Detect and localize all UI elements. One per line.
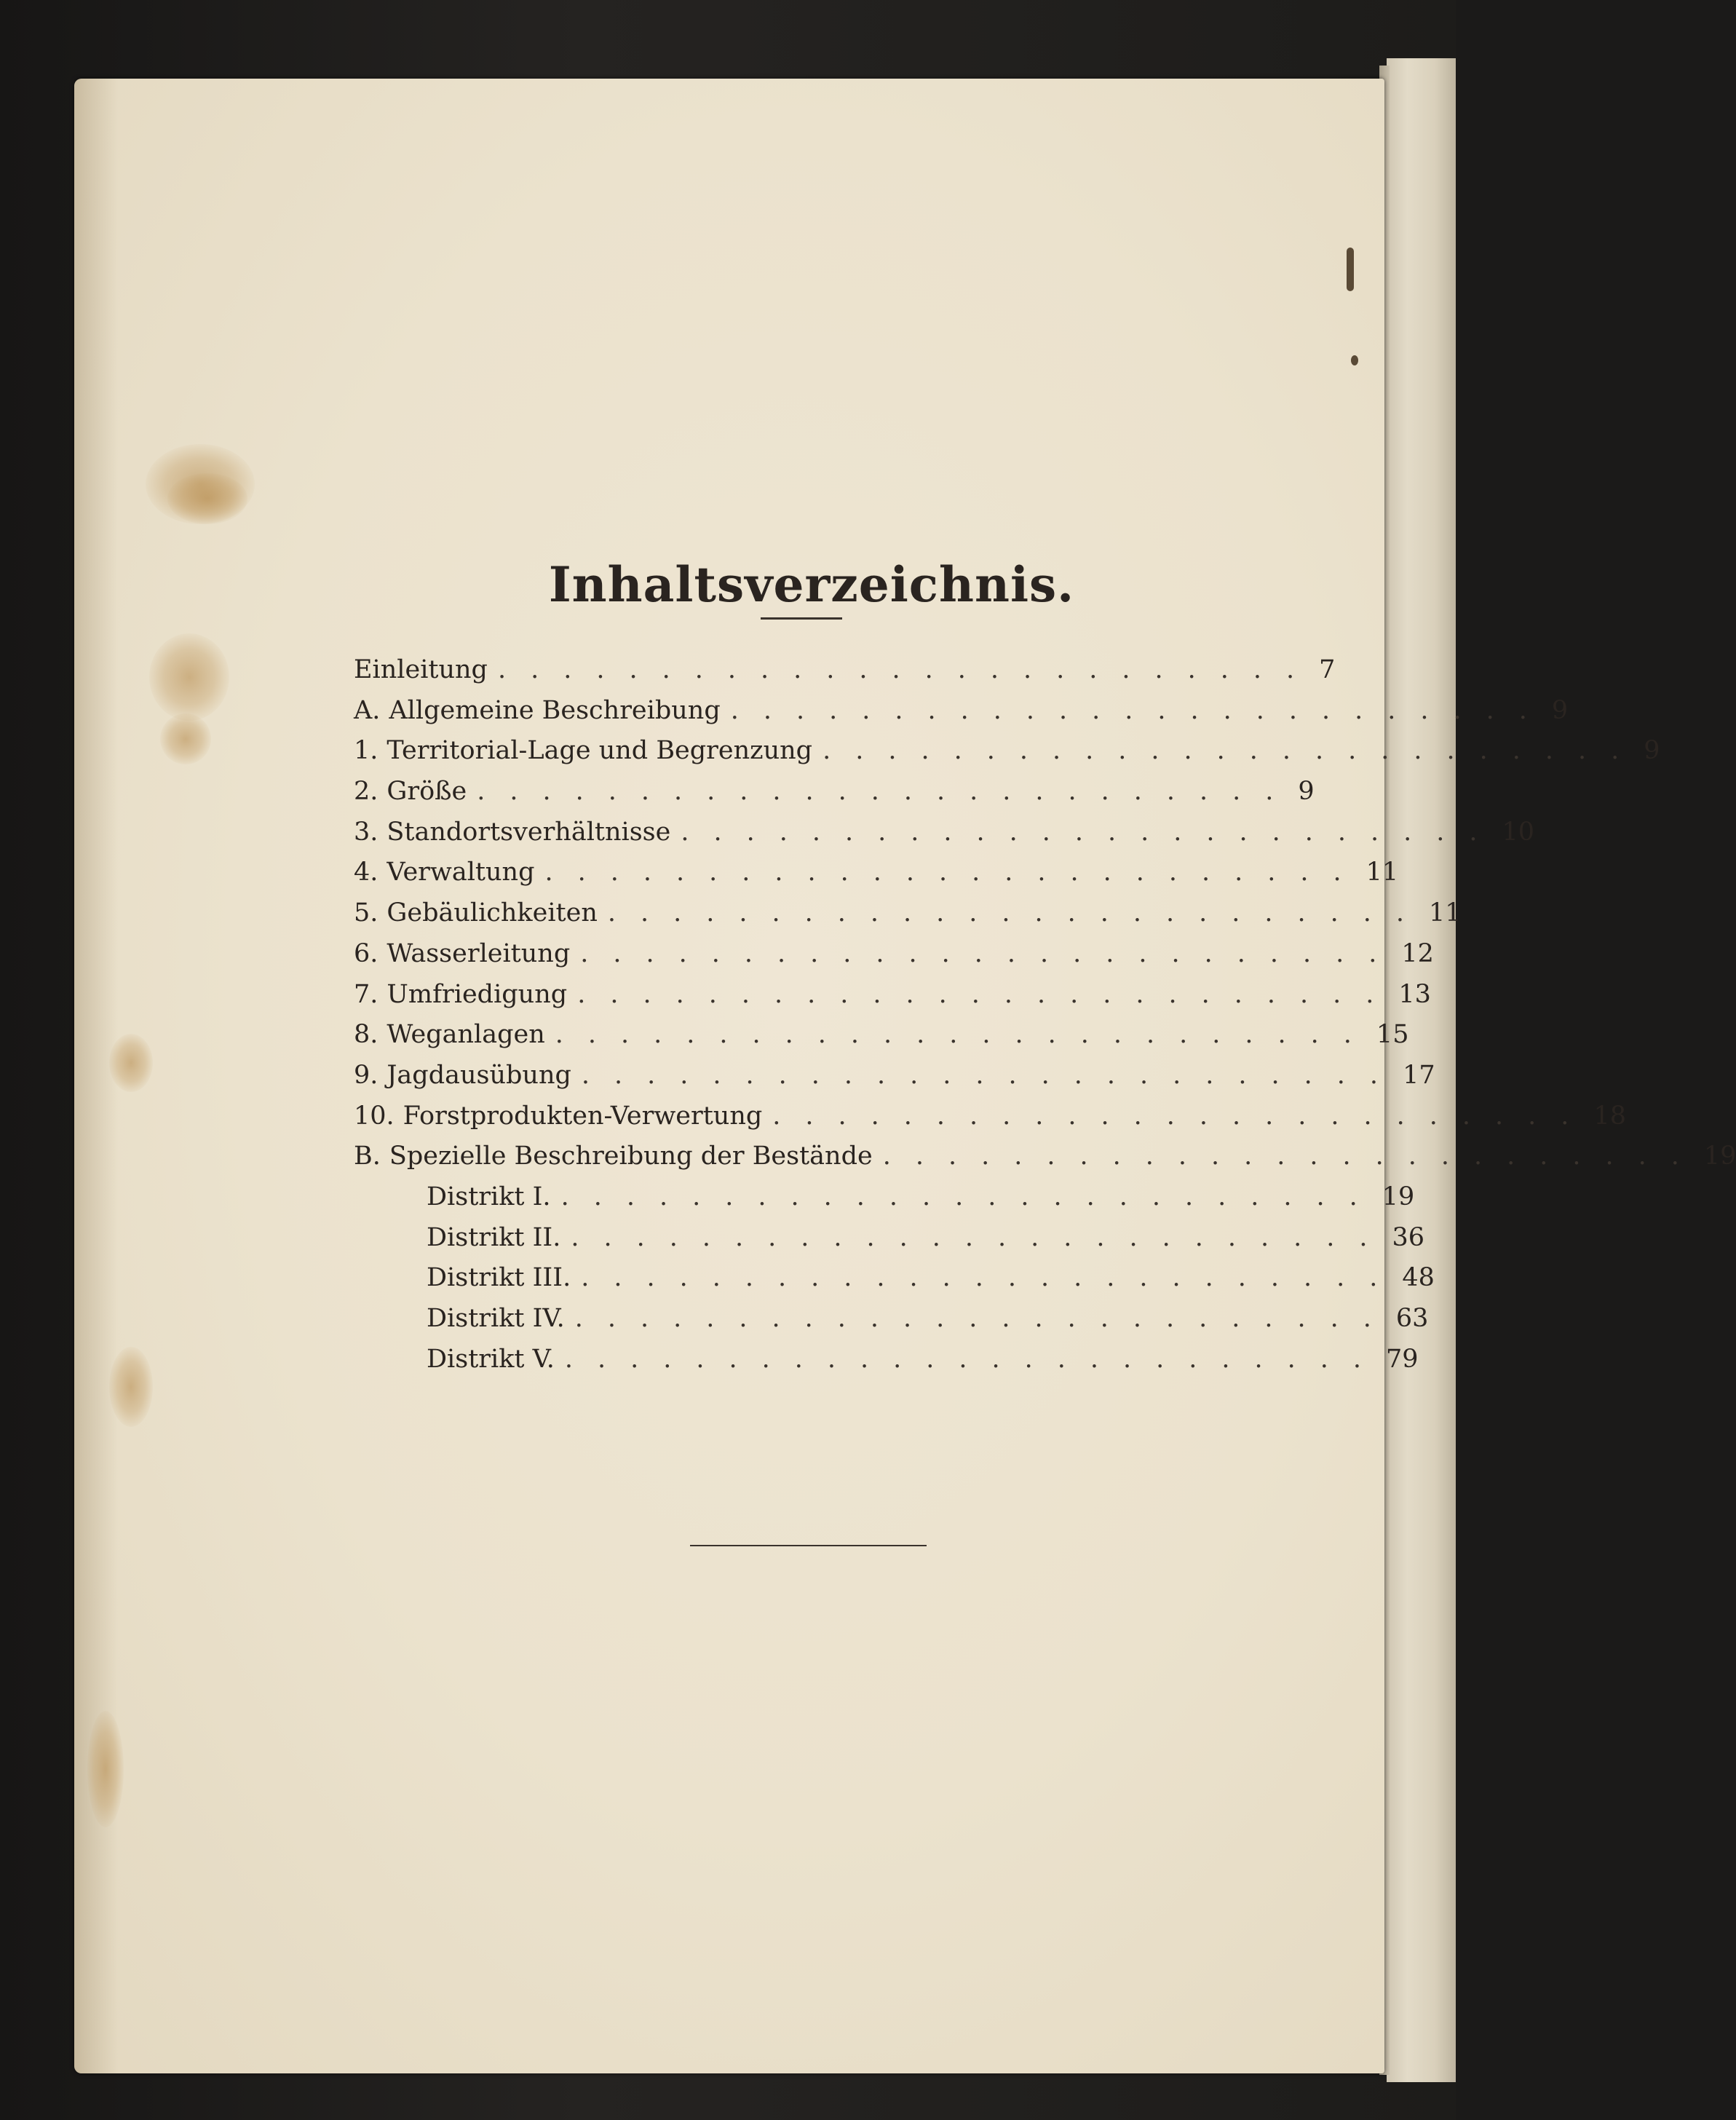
- toc-entry: [354, 979, 1431, 1021]
- toc-entry-page: 7: [1319, 655, 1336, 684]
- toc-entry: [354, 777, 1315, 818]
- stain-mark: [149, 633, 229, 721]
- toc-entry: [354, 655, 1336, 696]
- toc-entry-number: 2.: [354, 777, 378, 807]
- leader-dots: .........................: [571, 1222, 1392, 1252]
- leader-dots: .........................: [580, 938, 1402, 968]
- toc-entry-page: 12: [1401, 938, 1434, 968]
- toc-entry: [354, 1304, 1429, 1345]
- stain-mark: [109, 1034, 153, 1092]
- toc-entry-label: Distrikt III.: [427, 1263, 571, 1293]
- toc-entry-number: B.: [354, 1142, 381, 1171]
- ink-speck: [1351, 355, 1358, 365]
- stain-mark: [167, 473, 247, 524]
- leader-dots: .........................: [477, 777, 1299, 807]
- toc-entry-page: 79: [1386, 1344, 1419, 1374]
- toc-entry-label: Gebäulichkeiten: [387, 898, 598, 928]
- toc-entry-page: 63: [1395, 1304, 1429, 1333]
- toc-entry-number: 9.: [354, 1060, 378, 1090]
- leader-dots: .........................: [581, 1263, 1403, 1293]
- toc-entry-page: 13: [1398, 979, 1431, 1009]
- toc-entry-page: 17: [1403, 1060, 1435, 1090]
- toc-entry-label: Spezielle Beschreibung der Bestände: [389, 1142, 873, 1171]
- leader-dots: .........................: [607, 898, 1429, 928]
- toc-entry-page: 11: [1429, 898, 1462, 928]
- toc-entry-label: Allgemeine Beschreibung: [389, 695, 721, 725]
- toc-entry-number: 1.: [354, 736, 378, 766]
- toc-entry-page: 9: [1551, 695, 1569, 725]
- table-of-contents: [354, 655, 1736, 1385]
- leader-dots: .........................: [574, 1304, 1396, 1333]
- leader-dots: .........................: [497, 655, 1320, 684]
- toc-entry-label: Distrikt II.: [427, 1222, 561, 1252]
- leader-dots: .........................: [730, 695, 1552, 725]
- toc-entry-page: 48: [1402, 1263, 1435, 1293]
- bottom-divider: [690, 1545, 927, 1546]
- toc-entry-label: Jagdausübung: [387, 1060, 571, 1090]
- toc-entry-label: Verwaltung: [387, 858, 535, 887]
- leader-dots: .........................: [581, 1060, 1403, 1090]
- toc-entry-label: Wasserleitung: [387, 938, 571, 968]
- toc-entry: [354, 817, 1535, 858]
- toc-entry-page: 19: [1703, 1142, 1736, 1171]
- toc-entry-page: 10: [1502, 817, 1535, 847]
- toc-entry-page: 36: [1392, 1222, 1425, 1252]
- toc-entry-label: Distrikt V.: [427, 1344, 555, 1374]
- toc-entry-number: 8.: [354, 1020, 378, 1050]
- toc-entry-number: 4.: [354, 858, 378, 887]
- toc-entry: [354, 1020, 1409, 1061]
- toc-entry-label: Weganlagen: [387, 1020, 545, 1050]
- toc-entry: [354, 695, 1569, 737]
- toc-entry: [354, 1344, 1419, 1385]
- leader-dots: .........................: [882, 1142, 1704, 1171]
- toc-entry: [354, 1222, 1425, 1264]
- toc-entry-label: Umfriedigung: [387, 979, 568, 1009]
- leader-dots: .........................: [564, 1344, 1387, 1374]
- leader-dots: .........................: [577, 979, 1399, 1009]
- leader-dots: .........................: [544, 858, 1366, 887]
- toc-entry-number: 3.: [354, 817, 378, 847]
- toc-entry-number: 7.: [354, 979, 378, 1009]
- toc-entry: [354, 1060, 1435, 1101]
- toc-entry-page: 9: [1298, 777, 1315, 807]
- leader-dots: .........................: [681, 817, 1502, 847]
- toc-entry-label: Größe: [387, 777, 467, 807]
- toc-entry-page: 11: [1366, 858, 1399, 887]
- toc-entry-number: A.: [354, 695, 381, 725]
- toc-entry-page: 15: [1376, 1020, 1409, 1050]
- toc-entry-page: 18: [1593, 1101, 1626, 1131]
- toc-entry-number: 6.: [354, 938, 378, 968]
- toc-entry-number: 5.: [354, 898, 378, 928]
- ink-speck: [1347, 248, 1354, 291]
- title-underline: [761, 617, 842, 620]
- toc-entry: [354, 736, 1660, 777]
- toc-entry-page: 19: [1382, 1182, 1415, 1211]
- toc-entry: [354, 858, 1399, 898]
- toc-entry: [354, 1263, 1435, 1304]
- toc-entry-label: Forstprodukten-Verwertung: [403, 1101, 763, 1131]
- leader-dots: .........................: [560, 1182, 1382, 1211]
- toc-entry: [354, 898, 1462, 939]
- stain-mark: [109, 1347, 153, 1427]
- stain-mark: [160, 713, 211, 764]
- toc-entry-page: 9: [1644, 736, 1660, 766]
- toc-entry: [354, 1182, 1415, 1223]
- toc-entry-label: Standortsverhältnisse: [387, 817, 671, 847]
- toc-entry-label: Distrikt I.: [427, 1182, 551, 1211]
- leader-dots: .........................: [772, 1101, 1594, 1131]
- toc-entry-number: 10.: [354, 1101, 395, 1131]
- toc-entry-label: Distrikt IV.: [427, 1304, 565, 1333]
- toc-entry: [354, 938, 1434, 980]
- toc-entry-label: Territorial-Lage und Begrenzung: [387, 736, 813, 766]
- leader-dots: .........................: [555, 1020, 1376, 1050]
- leader-dots: .........................: [823, 736, 1644, 766]
- page-title: Inhaltsverzeichnis.: [548, 556, 1075, 614]
- stain-mark: [87, 1711, 124, 1827]
- toc-entry-label: Einleitung: [354, 655, 488, 684]
- toc-entry: [354, 1142, 1736, 1182]
- toc-entry: [354, 1101, 1626, 1142]
